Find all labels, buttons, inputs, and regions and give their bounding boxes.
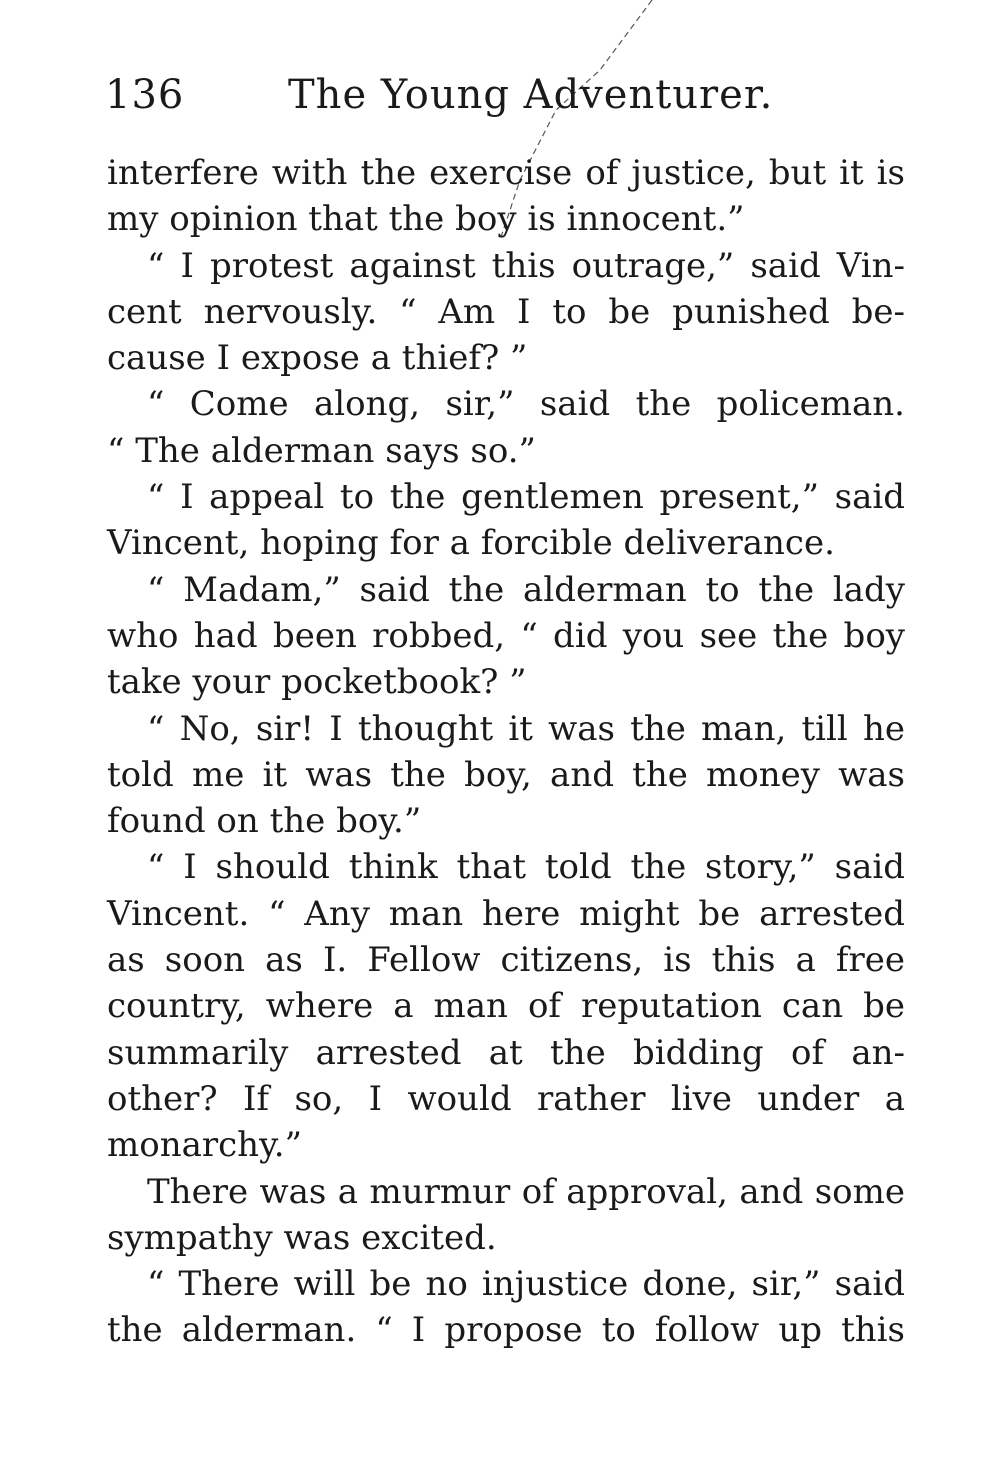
text-line: “ There will be no injustice done, sir,” said: [147, 1264, 905, 1305]
text-line: country, where a man of reputation can be: [107, 986, 905, 1027]
text-line: interfere with the exercise of justice, but it is: [107, 153, 905, 193]
text-line: “ I protest against this outrage,” said Vin-: [147, 245, 905, 286]
text-line: “ Madam,” said the alderman to the lady: [147, 569, 905, 610]
text-line: “ I should think that told the story,” said: [147, 847, 905, 888]
text-line: “ I appeal to the gentlemen present,” said: [147, 477, 905, 518]
text-line: found on the boy.”: [107, 801, 422, 842]
text-line: cent nervously. “ Am I to be punished be-: [107, 291, 905, 332]
text-line: take your pocketbook? ”: [107, 662, 527, 703]
text-line: cause I expose a thief? ”: [107, 338, 528, 379]
running-head: [105, 72, 905, 132]
text-line: the alderman. “ I propose to follow up this: [107, 1310, 905, 1351]
text-line: “ No, sir! I thought it was the man, till he: [147, 708, 905, 749]
text-line: other? If so, I would rather live under a: [107, 1078, 905, 1119]
text-line: Vincent. “ Any man here might be arrested: [107, 893, 905, 934]
body-text: [107, 150, 905, 1354]
text-line: as soon as I. Fellow citizens, is this a free: [107, 940, 905, 981]
text-line: my opinion that the boy is innocent.”: [107, 199, 745, 240]
page-number: 136: [105, 72, 185, 118]
text-line: who had been robbed, “ did you see the boy: [107, 615, 905, 656]
text-line: sympathy was excited.: [107, 1217, 497, 1258]
text-line: “ The alderman says so.”: [107, 430, 536, 471]
text-line: monarchy.”: [107, 1125, 302, 1166]
book-title: The Young Adventurer.: [288, 72, 774, 118]
text-line: Vincent, hoping for a forcible deliverance.: [107, 523, 835, 564]
text-line: “ Come along, sir,” said the policeman.: [147, 384, 905, 425]
text-line: There was a murmur of approval, and some: [147, 1171, 905, 1212]
text-line: told me it was the boy, and the money was: [107, 754, 905, 795]
text-line: summarily arrested at the bidding of an-: [107, 1032, 905, 1073]
